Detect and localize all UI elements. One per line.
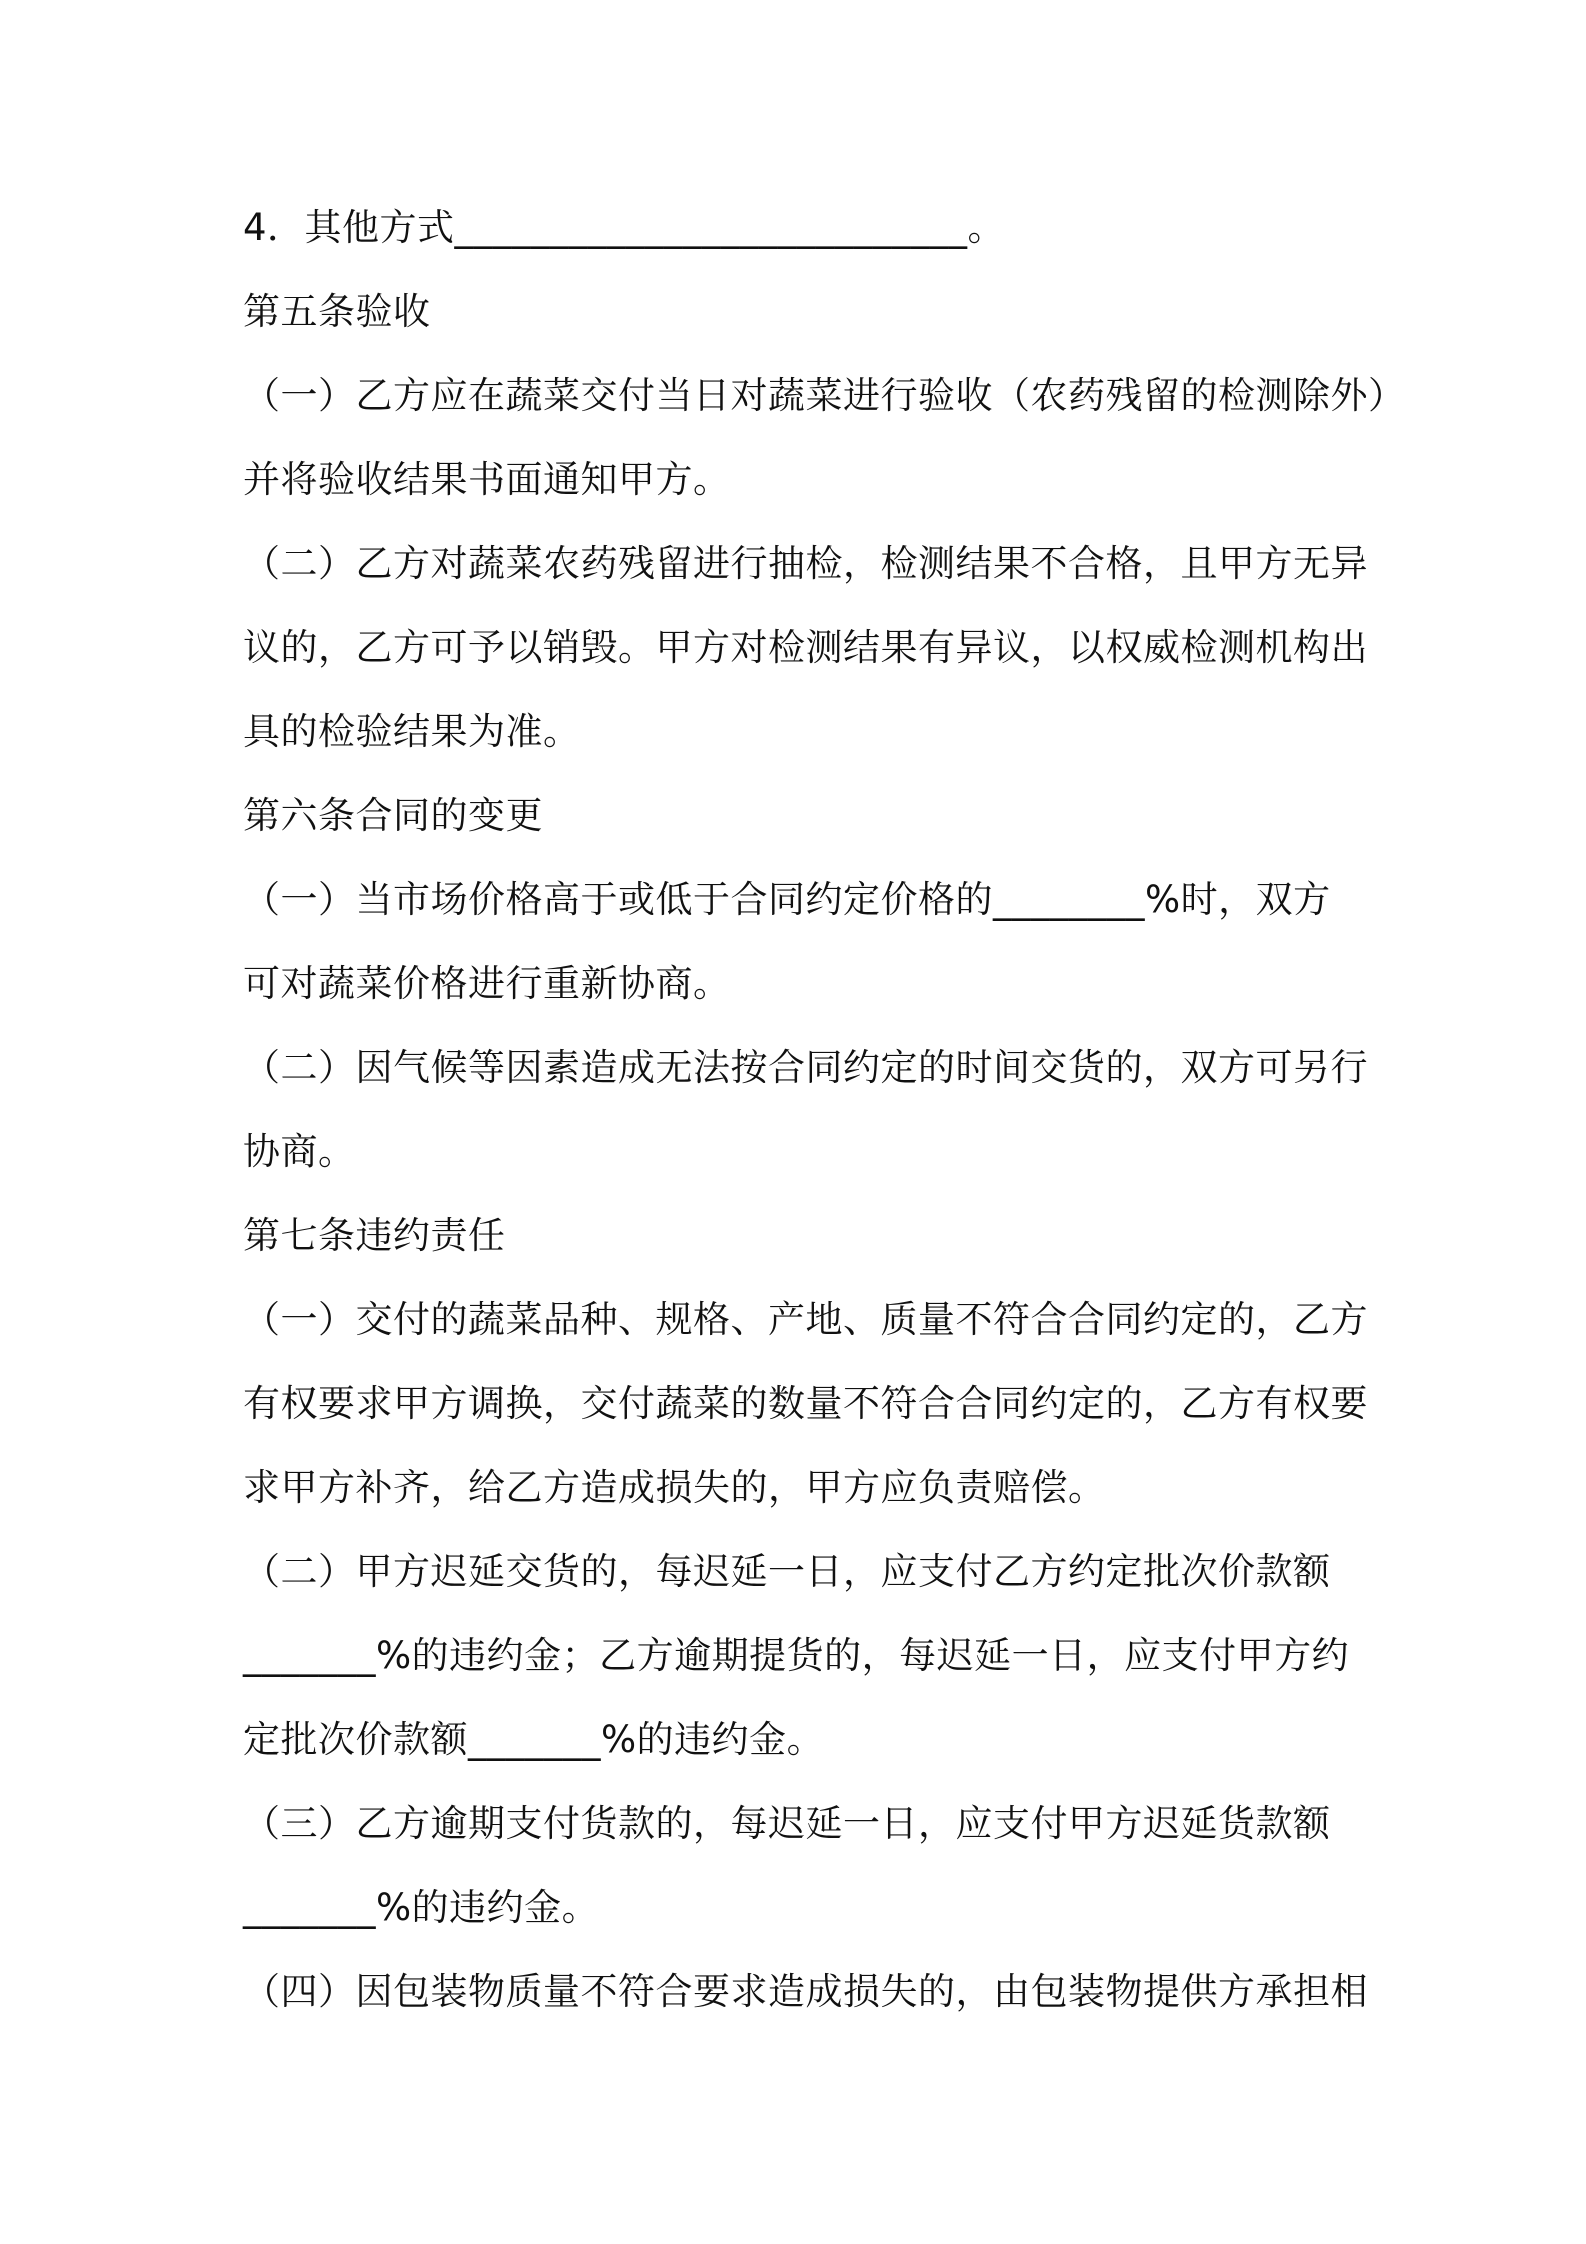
article-7-item-1-line-2: 有权要求甲方调换，交付蔬菜的数量不符合合同约定的，乙方有权要 <box>243 1382 1368 1425</box>
article-7-item-1-line-1: （一）交付的蔬菜品种、规格、产地、质量不符合合同约定的，乙方 <box>243 1298 1368 1341</box>
article-5-item-2-line-3: 具的检验结果为准。 <box>243 710 581 753</box>
article-7-item-2-line-2: _______%的违约金；乙方逾期提货的，每迟延一日，应支付甲方约 <box>243 1634 1350 1677</box>
article-6-item-2-line-1: （二）因气候等因素造成无法按合同约定的时间交货的，双方可另行 <box>243 1046 1368 1089</box>
article-7-item-4-line-1: （四）因包装物质量不符合要求造成损失的，由包装物提供方承担相 <box>243 1970 1368 2013</box>
article-5-item-1-line-2: 并将验收结果书面通知甲方。 <box>243 458 731 501</box>
article-5-item-2-line-1: （二）乙方对蔬菜农药残留进行抽检，检测结果不合格，且甲方无异 <box>243 542 1368 585</box>
article-5-item-1-line-1: （一）乙方应在蔬菜交付当日对蔬菜进行验收（农药残留的检测除外） <box>243 374 1406 417</box>
article-7-item-3-line-1: （三）乙方逾期支付货款的，每迟延一日，应支付甲方迟延货款额 <box>243 1802 1331 1845</box>
article-6-heading: 第六条合同的变更 <box>243 794 543 837</box>
clause-4-other-method: 4．其他方式___________________________。 <box>243 206 1006 249</box>
article-6-item-2-line-2: 协商。 <box>243 1130 356 1173</box>
article-7-heading: 第七条违约责任 <box>243 1214 506 1257</box>
article-7-item-2-line-3: 定批次价款额_______%的违约金。 <box>243 1718 825 1761</box>
article-6-item-1-line-1: （一）当市场价格高于或低于合同约定价格的________%时，双方 <box>243 878 1331 921</box>
article-7-item-2-line-1: （二）甲方迟延交货的，每迟延一日，应支付乙方约定批次价款额 <box>243 1550 1331 1593</box>
article-5-item-2-line-2: 议的，乙方可予以销毁。甲方对检测结果有异议，以权威检测机构出 <box>243 626 1368 669</box>
article-5-heading: 第五条验收 <box>243 290 431 333</box>
article-6-item-1-line-2: 可对蔬菜价格进行重新协商。 <box>243 962 731 1005</box>
article-7-item-1-line-3: 求甲方补齐，给乙方造成损失的，甲方应负责赔偿。 <box>243 1466 1106 1509</box>
article-7-item-3-line-2: _______%的违约金。 <box>243 1886 600 1929</box>
